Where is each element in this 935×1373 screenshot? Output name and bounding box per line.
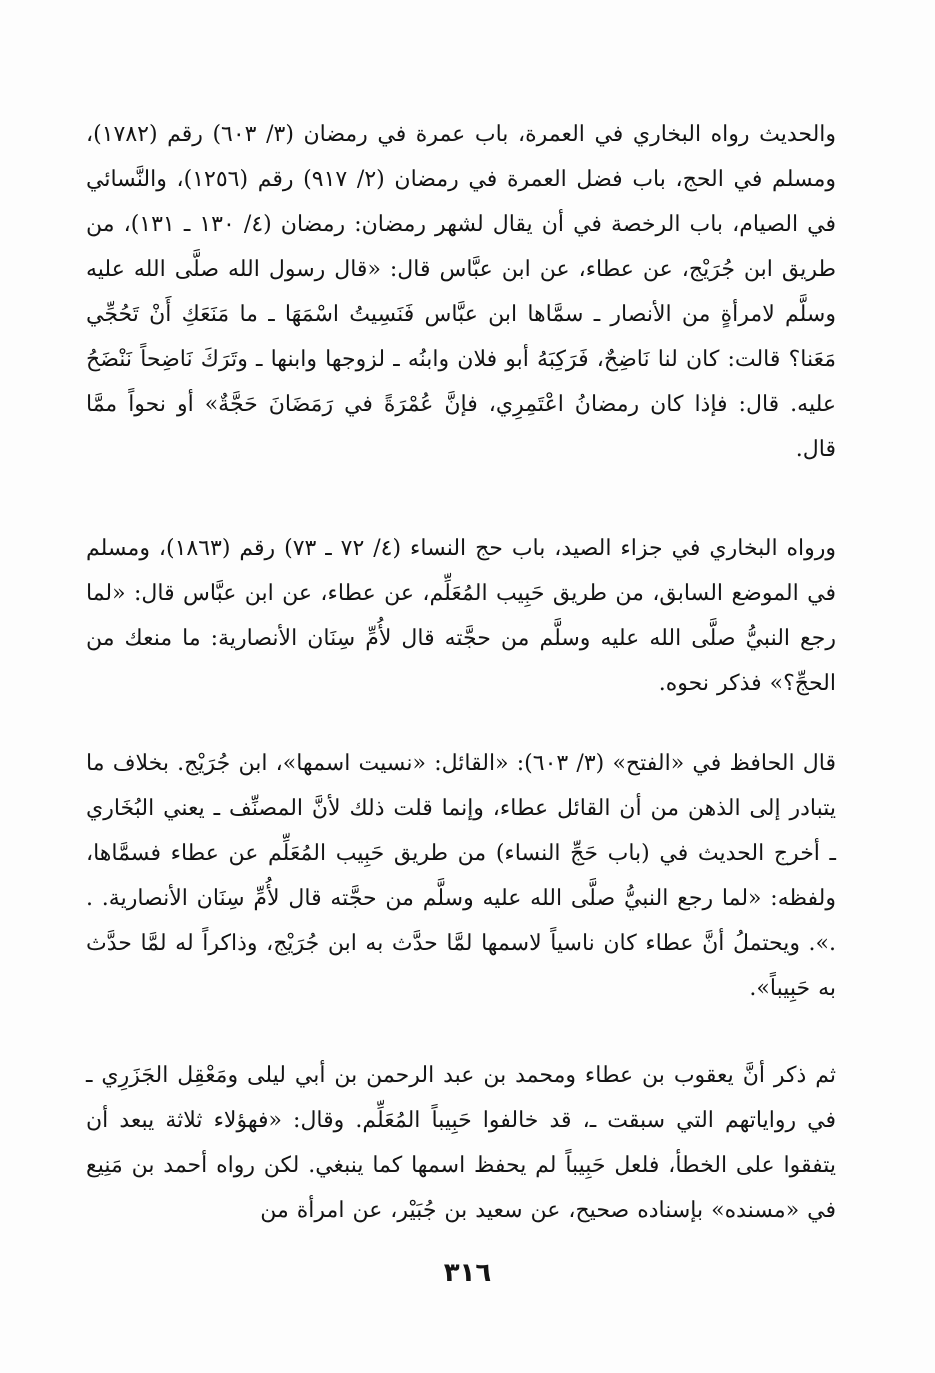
- paragraph-3-text: قال الحافظ في «الفتح» (٣/ ٦٠٣): «القائل: «نسيت اسمها»، ابن جُرَيْج. بخلاف ما يتبادر إلى الذهن من أن القائل عطاء، وإنما قلت ذلك لأنَّ المصنِّف ـ يعني البُخَاري ـ أخرج الحديث في (باب حَجِّ النساء) من طريق حَبِيب المُعَلِّم عن عطاء فسمَّاها، ولفظه: «لما رجع النبيُّ صلَّى الله عليه وسلَّم من حجَّته قال لأُمِّ سِنَان الأنصارية. . .». ويحتملُ أنَّ عطاء كان ناسياً لاسمها لمَّا حدَّث به ابن جُرَيْج، وذاكراً له لمَّا حدَّث به حَبِيباً».: [86, 751, 837, 1001]
- paragraph-3: [86, 741, 836, 1011]
- paragraph-1-text: والحديث رواه البخاري في العمرة، باب عمرة في رمضان (٣/ ٦٠٣) رقم (١٧٨٢)، ومسلم في الحج، باب فضل العمرة في رمضان (٢/ ٩١٧) رقم (١٢٥٦)، والنَّسائي في الصيام، باب الرخصة في أن يقال لشهر رمضان: رمضان (٤/ ١٣٠ ـ ١٣١)، من طريق ابن جُرَيْج، عن عطاء، عن ابن عبَّاس قال: «قال رسول الله صلَّى الله عليه وسلَّم لامرأةٍ من الأنصار ـ سمَّاها ابن عبَّاس فَنَسِيتُ اسْمَهَا ـ ما مَنَعَكِ أَنْ تَحُجِّي مَعَنا؟ قالت: كان لنا نَاضِحٌ، فَرَكِبَهُ أبو فلان وابنُه ـ لزوجها وابنها ـ وتَرَكَ نَاضِحاً نَنْضَحُ عليه. قال: فإذا كان رمضانُ اعْتَمِرِي، فإنَّ عُمْرَةً في رَمَضَانَ حَجَّةٌ» أو نحواً ممَّا قال.: [86, 122, 837, 462]
- paragraph-2-text: ورواه البخاري في جزاء الصيد، باب حج النساء (٤/ ٧٢ ـ ٧٣) رقم (١٨٦٣)، ومسلم في الموضع السابق، من طريق حَبِيب المُعَلِّم، عن عطاء، عن ابن عبَّاس قال: «لما رجع النبيُّ صلَّى الله عليه وسلَّم من حجَّته قال لأُمِّ سِنَان الأنصارية: ما منعك من الحجِّ؟» فذكر نحوه.: [86, 536, 837, 696]
- paragraph-4: [86, 1053, 836, 1233]
- paragraph-1: [86, 112, 836, 472]
- page-number: ٣١٦: [443, 1258, 492, 1288]
- paragraph-2: [86, 526, 836, 706]
- paragraph-4-text: ثم ذكر أنَّ يعقوب بن عطاء ومحمد بن عبد الرحمن بن أبي ليلى ومَعْقِل الجَزَرِي ـ في رواياتهم التي سبقت ـ، قد خالفوا حَبِيباً المُعَلِّم. وقال: «فهؤلاء ثلاثة يبعد أن يتفقوا على الخطأ، فلعل حَبِيباً لم يحفظ اسمها كما ينبغي. لكن رواه أحمد بن مَنِيع في «مسنده» بإسناده صحيح، عن سعيد بن جُبَيْر، عن امرأة من: [86, 1063, 836, 1223]
